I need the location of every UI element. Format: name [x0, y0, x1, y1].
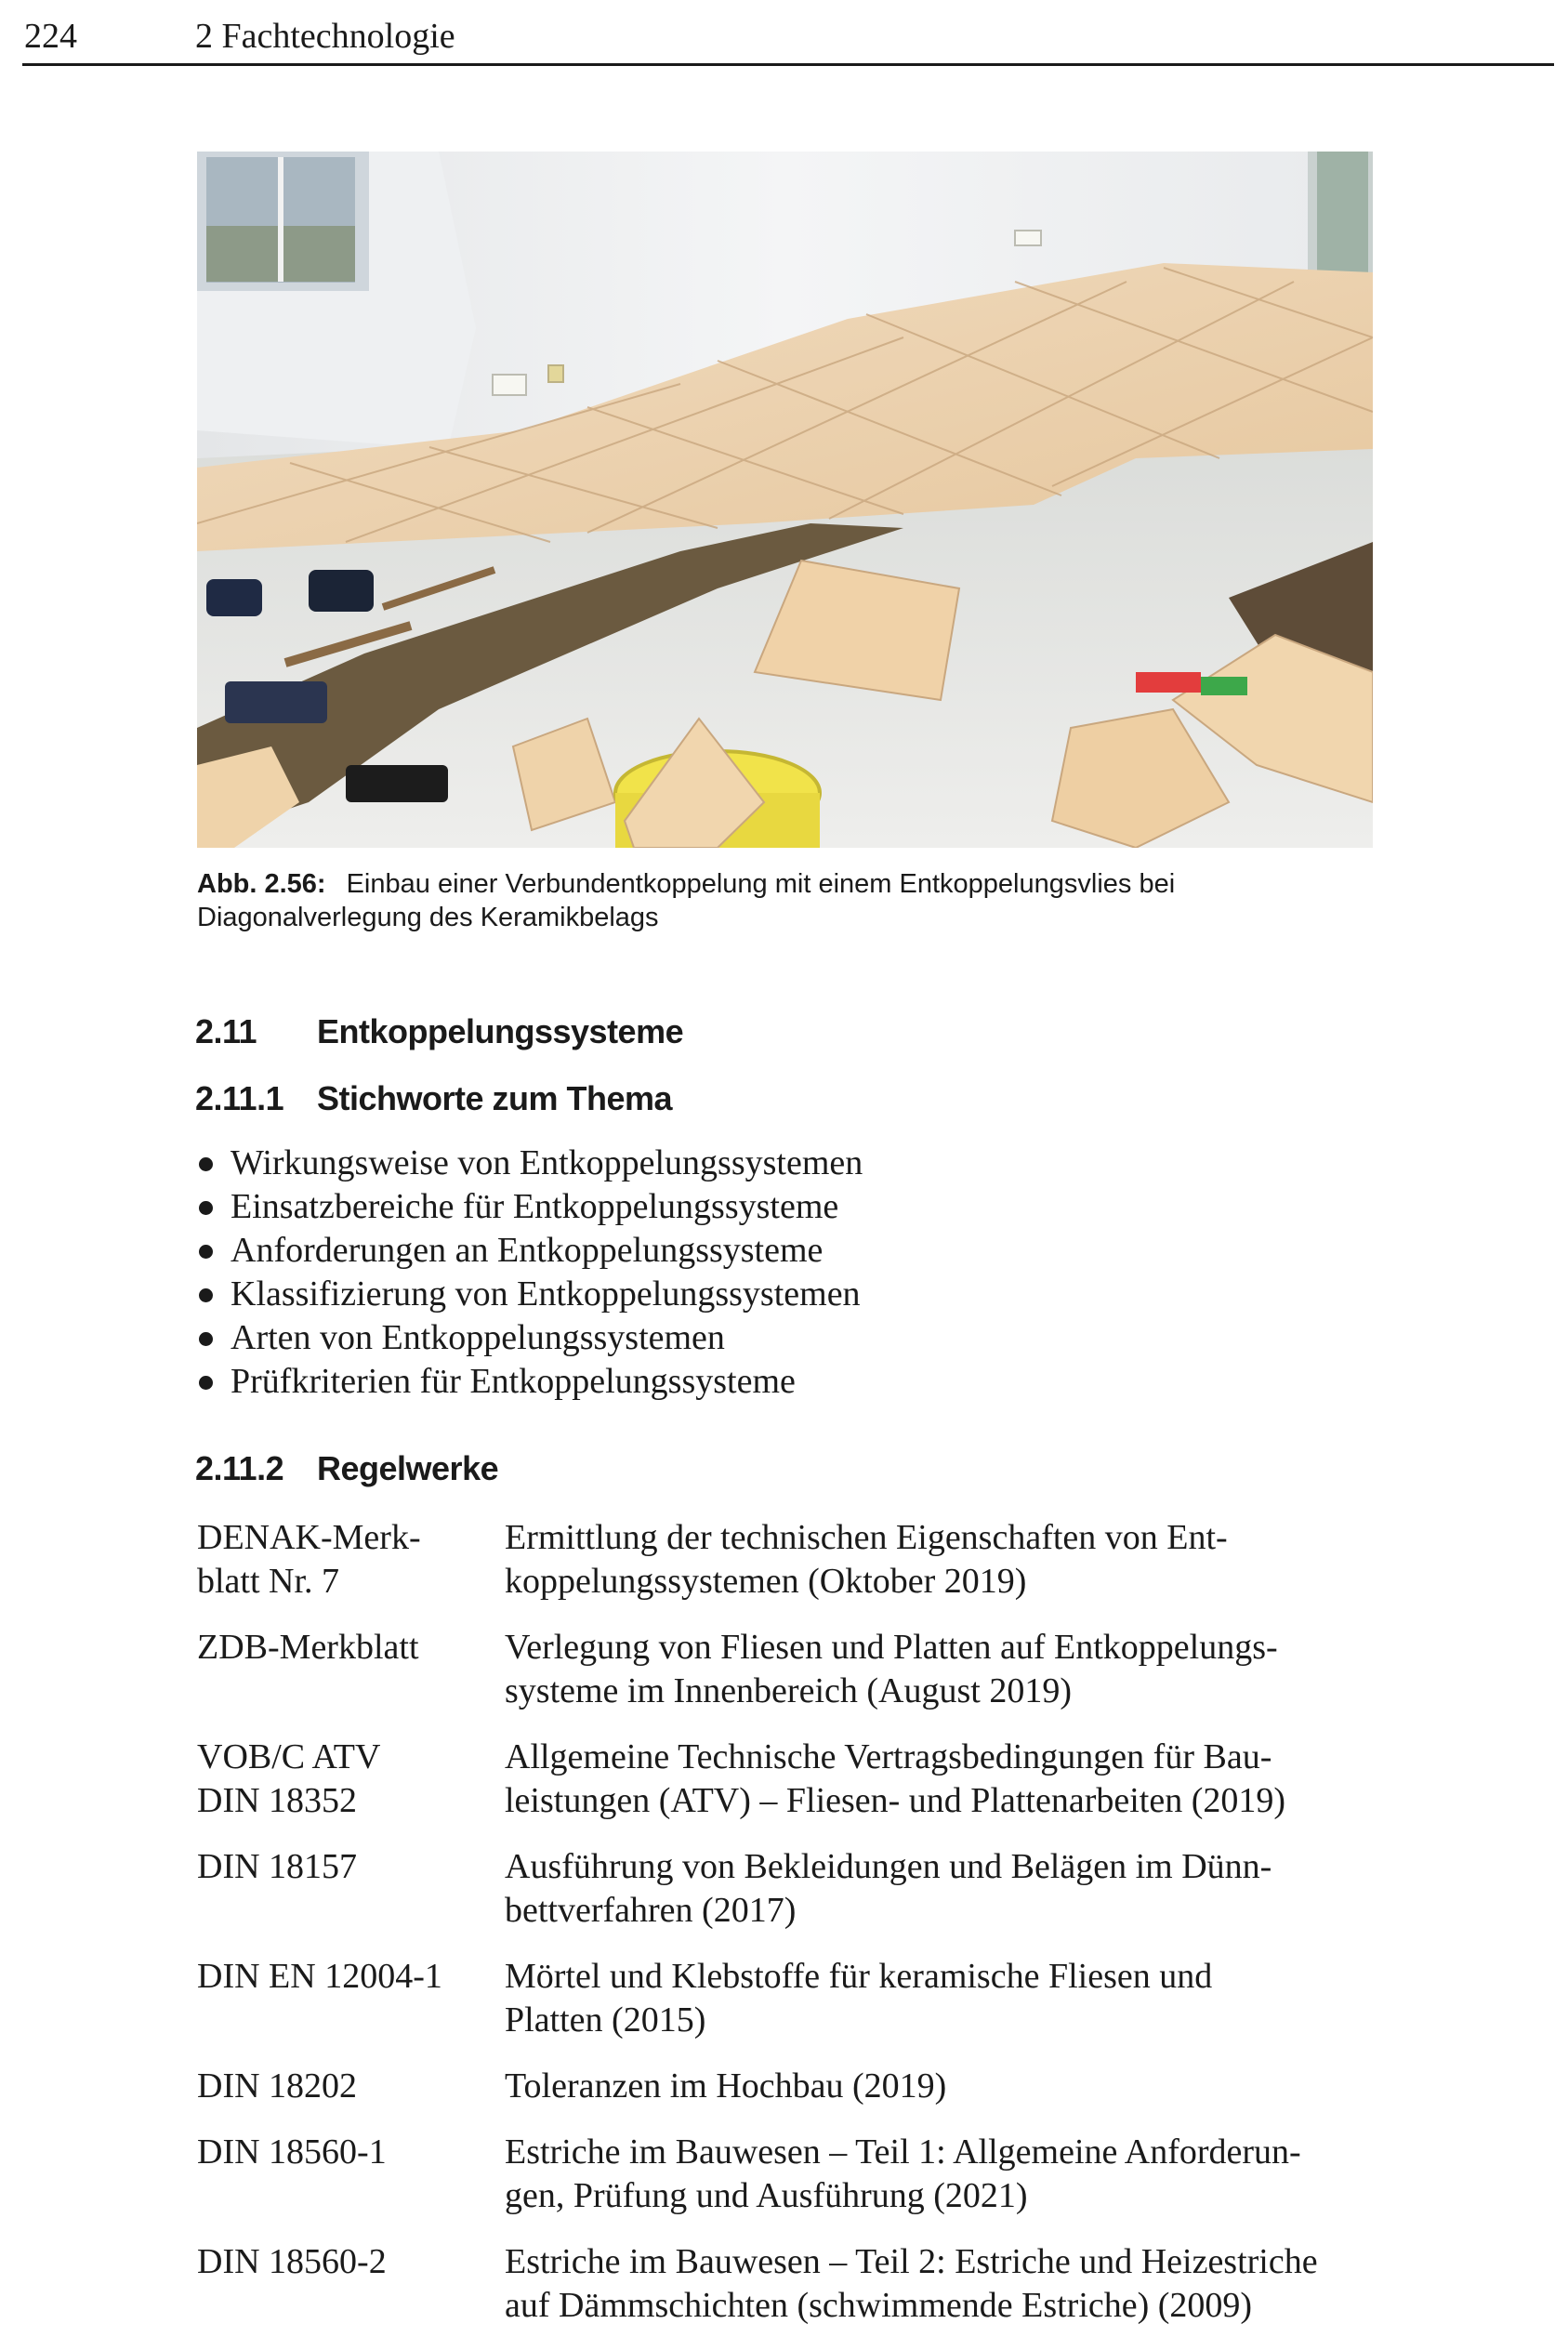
standard-description: Estriche im Bauwesen – Teil 1: Allgemeine Anforderun- gen, Prüfung und Ausführung (2021)	[505, 2132, 1301, 2215]
bullet-icon	[199, 1157, 213, 1171]
keyword-list	[197, 1142, 1387, 1404]
section-title: Entkoppelungssysteme	[317, 1012, 684, 1050]
standard-key: DIN 18202	[197, 2066, 358, 2106]
caption-text-2: Diagonalverlegung des Keramikbelags	[197, 903, 659, 932]
section-heading-2-11	[195, 1011, 683, 1052]
figure-caption	[197, 867, 1387, 934]
standard-key: DIN 18157	[197, 1847, 358, 1886]
standard-key: DIN EN 12004-1	[197, 1957, 442, 1996]
section-heading-2-11-2	[195, 1448, 498, 1489]
bullet-icon	[199, 1201, 213, 1215]
standard-key: ZDB-Merkblatt	[197, 1628, 419, 1667]
standard-description: Toleranzen im Hochbau (2019)	[505, 2066, 947, 2106]
standard-key: DIN 18560-2	[197, 2242, 387, 2281]
bullet-icon	[199, 1332, 213, 1346]
standard-description: Allgemeine Technische Vertragsbedingungen für Bau- leistungen (ATV) – Fliesen- und Plattenarbeiten (2019)	[505, 1737, 1286, 1820]
page-number: 224	[24, 17, 77, 56]
section-heading-2-11-1	[195, 1078, 672, 1119]
list-item: Wirkungsweise von Entkoppelungssystemen	[197, 1142, 1387, 1185]
chapter-title: 2 Fachtechnologie	[195, 17, 455, 56]
list-item: Einsatzbereiche für Entkoppelungssysteme	[197, 1185, 1387, 1229]
figure-photo	[197, 152, 1373, 848]
section-title: Regelwerke	[317, 1449, 499, 1487]
section-number: 2.11	[195, 1012, 257, 1050]
standard-row-din-en-12004	[197, 1955, 1396, 2042]
section-number: 2.11.2	[195, 1449, 284, 1487]
list-item: Arten von Entkoppelungssystemen	[197, 1316, 1387, 1360]
header-rule	[22, 63, 1554, 66]
standard-row-denak	[197, 1516, 1396, 1604]
list-item: Prüfkriterien für Entkoppelungssysteme	[197, 1360, 1387, 1404]
standard-description: Ermittlung der technischen Eigenschaften von Ent- koppelungssystemen (Oktober 2019)	[505, 1518, 1228, 1601]
bullet-icon	[199, 1376, 213, 1390]
bullet-icon	[199, 1288, 213, 1302]
standards-list	[197, 1516, 1396, 2350]
standard-description: Mörtel und Klebstoffe für keramische Fliesen und Platten (2015)	[505, 1957, 1213, 2040]
standard-description: Estriche im Bauwesen – Teil 2: Estriche und Heizestriche auf Dämmschichten (schwimmende Estriche) (2009)	[505, 2242, 1318, 2325]
caption-text-1: Einbau einer Verbundentkoppelung mit einem Entkoppelungsvlies bei	[346, 869, 1176, 899]
caption-line-1	[197, 867, 1387, 901]
standard-row-din-18560-1	[197, 2131, 1396, 2218]
section-title: Stichworte zum Thema	[317, 1079, 673, 1117]
standard-key: DIN 18560-1	[197, 2132, 387, 2172]
standard-row-vob	[197, 1736, 1396, 1823]
standard-row-din-18560-2	[197, 2240, 1396, 2328]
running-head	[22, 7, 1554, 63]
standard-description: Verlegung von Fliesen und Platten auf Entkoppelungs- systeme im Innenbereich (August 2019)	[505, 1628, 1278, 1710]
standard-row-din-18157	[197, 1845, 1396, 1933]
standard-key: VOB/C ATV DIN 18352	[197, 1737, 381, 1820]
list-item: Anforderungen an Entkoppelungssysteme	[197, 1229, 1387, 1273]
tiling-photo-illustration	[197, 152, 1373, 848]
caption-label: Abb. 2.56:	[197, 869, 326, 899]
standard-row-din-18202	[197, 2065, 1396, 2108]
list-item: Klassifizierung von Entkoppelungssystemen	[197, 1273, 1387, 1316]
bullet-icon	[199, 1245, 213, 1259]
section-number: 2.11.1	[195, 1079, 284, 1117]
standard-key: DENAK-Merk- blatt Nr. 7	[197, 1518, 421, 1601]
standard-row-zdb	[197, 1626, 1396, 1713]
standard-description: Ausführung von Bekleidungen und Belägen im Dünn- bettverfahren (2017)	[505, 1847, 1272, 1930]
